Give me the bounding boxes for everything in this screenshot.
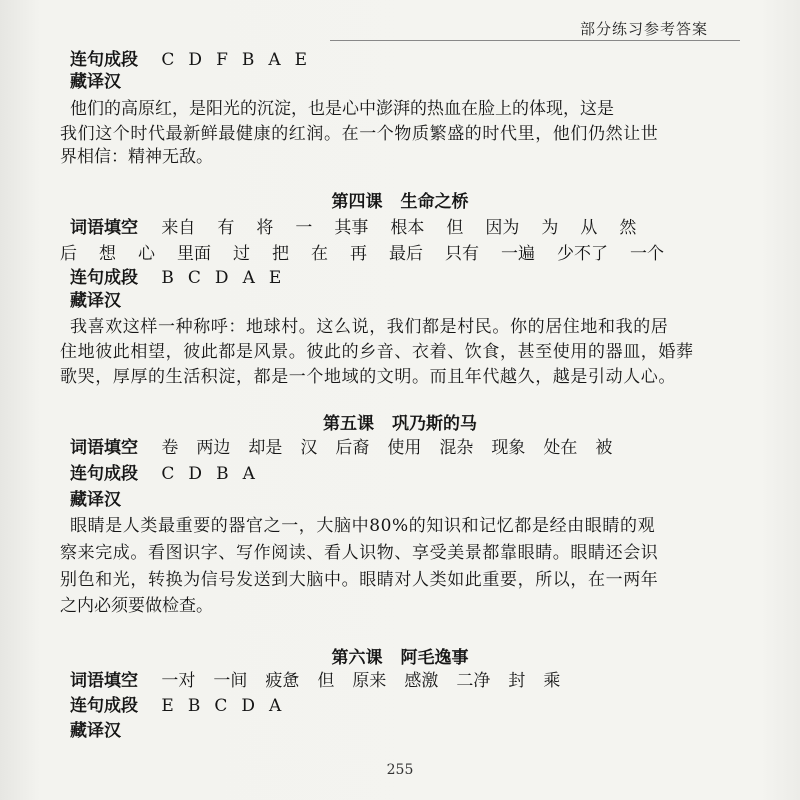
lesson4-fill-line-2 bbox=[60, 246, 686, 263]
lesson4-translate-label: 藏译汉 bbox=[70, 291, 121, 311]
sentence-order-label: 连句成段 bbox=[70, 50, 138, 70]
lesson4-order-letters bbox=[161, 268, 295, 288]
lesson5-translation-line-1: 眼睛是人类最重要的器官之一，大脑中80%的知识和记忆都是经由眼睛的观 bbox=[70, 516, 656, 536]
lesson6-name: 阿毛逸事 bbox=[400, 648, 469, 668]
prev-translation-line-1: 他们的高原红，是阳光的沉淀，也是心中澎湃的热血在脸上的体现，这是 bbox=[70, 99, 614, 119]
lesson5-number: 第五课 bbox=[323, 414, 374, 434]
fill-word: 混杂 bbox=[439, 438, 474, 458]
lesson5-order-line bbox=[70, 466, 269, 483]
order-letter: A bbox=[268, 696, 282, 716]
lesson4-translation-line-1: 我喜欢这样一种称呼：地球村。这么说，我们都是村民。你的居住地和我的居 bbox=[70, 317, 669, 337]
fill-word: 少不了 bbox=[557, 244, 608, 264]
lesson5-order-letters bbox=[161, 464, 268, 484]
fill-word: 却是 bbox=[248, 438, 283, 458]
fill-word: 然 bbox=[619, 218, 637, 238]
fill-word: 为 bbox=[541, 218, 559, 238]
fill-word: 来自 bbox=[161, 218, 196, 238]
fill-word: 两边 bbox=[196, 438, 231, 458]
prev-order-line bbox=[70, 52, 321, 69]
fill-word: 过 bbox=[233, 244, 250, 264]
fill-word: 汉 bbox=[300, 438, 318, 458]
fill-word: 一 bbox=[295, 218, 313, 238]
fill-word: 里面 bbox=[177, 244, 211, 264]
prev-order-letters bbox=[161, 50, 321, 70]
page-number: 255 bbox=[386, 762, 414, 778]
fill-word: 一个 bbox=[630, 244, 664, 264]
fill-word: 处在 bbox=[543, 438, 578, 458]
order-letter: F bbox=[216, 50, 228, 70]
order-letter: D bbox=[241, 696, 255, 716]
order-letter: E bbox=[268, 268, 282, 288]
order-letter: C bbox=[214, 696, 228, 716]
lesson4-translation-line-3: 歌哭，厚厚的生活积淀，都是一个地域的文明。而且年代越久，越是引动人心。 bbox=[60, 367, 676, 387]
order-letter: D bbox=[214, 268, 229, 288]
order-letter: D bbox=[188, 464, 203, 484]
lesson5-words bbox=[161, 438, 612, 458]
order-letter: D bbox=[188, 50, 203, 70]
lesson4-number: 第四课 bbox=[331, 192, 383, 212]
fill-word: 一间 bbox=[213, 671, 248, 691]
lesson6-title bbox=[0, 650, 800, 667]
running-head: 部分练习参考答案 bbox=[579, 20, 708, 38]
prev-translation-line-3: 界相信：精神无敌。 bbox=[60, 147, 213, 167]
order-letter: C bbox=[161, 464, 175, 484]
fill-word: 一对 bbox=[161, 671, 196, 691]
order-letter: C bbox=[187, 268, 201, 288]
lesson4-title bbox=[0, 194, 800, 211]
fill-word: 感激 bbox=[404, 671, 439, 691]
lesson6-translate-label: 藏译汉 bbox=[70, 721, 121, 741]
order-letter: B bbox=[241, 50, 255, 70]
fill-word: 后裔 bbox=[335, 438, 370, 458]
prev-translation-line-2: 我们这个时代最新鲜最健康的红润。在一个物质繁盛的时代里，他们仍然让世 bbox=[60, 124, 659, 144]
fill-word: 卷 bbox=[161, 438, 179, 458]
order-letter: E bbox=[161, 696, 174, 716]
fill-word: 只有 bbox=[445, 244, 479, 264]
fill-word: 原来 bbox=[352, 671, 387, 691]
fill-word: 二净 bbox=[456, 671, 491, 691]
fill-word: 根本 bbox=[390, 218, 425, 238]
lesson4-translation-line-2: 住地彼此相望，彼此都是风景。彼此的乡音、衣着、饮食，甚至使用的器皿，婚葬 bbox=[60, 342, 694, 362]
header-rule bbox=[330, 40, 740, 41]
sentence-order-label: 连句成段 bbox=[70, 464, 138, 484]
lesson5-translate-label: 藏译汉 bbox=[70, 490, 121, 510]
fill-word: 使用 bbox=[387, 438, 422, 458]
lesson6-fill-line bbox=[70, 673, 560, 690]
order-letter: B bbox=[187, 696, 201, 716]
fill-word: 封 bbox=[508, 671, 526, 691]
order-letter: B bbox=[161, 268, 174, 288]
fill-word: 从 bbox=[580, 218, 598, 238]
fill-word: 心 bbox=[138, 244, 155, 264]
lesson5-title bbox=[0, 416, 800, 433]
fill-word: 一遍 bbox=[501, 244, 535, 264]
lesson5-name: 巩乃斯的马 bbox=[392, 414, 477, 434]
fill-word: 想 bbox=[99, 244, 116, 264]
lesson4-words-2 bbox=[60, 244, 686, 264]
fill-word: 后 bbox=[60, 244, 77, 264]
fill-word: 最后 bbox=[389, 244, 423, 264]
fill-word: 再 bbox=[350, 244, 367, 264]
fill-word: 但 bbox=[446, 218, 464, 238]
prev-translate-label: 藏译汉 bbox=[70, 72, 121, 92]
order-letter: A bbox=[242, 464, 255, 484]
fill-word: 将 bbox=[256, 218, 274, 238]
fill-words-label: 词语填空 bbox=[70, 671, 138, 691]
fill-word: 在 bbox=[311, 244, 328, 264]
order-letter: A bbox=[242, 268, 255, 288]
fill-words-label: 词语填空 bbox=[70, 218, 138, 238]
order-letter: E bbox=[294, 50, 308, 70]
fill-word: 现象 bbox=[491, 438, 526, 458]
order-letter: A bbox=[268, 50, 281, 70]
lesson4-words-1 bbox=[161, 218, 658, 238]
lesson6-order-line bbox=[70, 698, 295, 715]
lesson6-number: 第六课 bbox=[331, 648, 383, 668]
order-letter: C bbox=[161, 50, 175, 70]
lesson5-translation-line-4: 之内必须要做检查。 bbox=[60, 596, 213, 616]
lesson4-name: 生命之桥 bbox=[400, 192, 469, 212]
fill-word: 因为 bbox=[485, 218, 520, 238]
fill-word: 被 bbox=[595, 438, 613, 458]
lesson4-fill-line-1 bbox=[70, 220, 658, 237]
fill-word: 乘 bbox=[543, 671, 561, 691]
fill-word: 但 bbox=[317, 671, 335, 691]
order-letter: B bbox=[216, 464, 229, 484]
lesson6-order-letters bbox=[161, 696, 295, 716]
fill-words-label: 词语填空 bbox=[70, 438, 138, 458]
lesson5-translation-line-2: 察来完成。看图识字、写作阅读、看人识物、享受美景都靠眼睛。眼睛还会识 bbox=[60, 543, 659, 563]
fill-word: 把 bbox=[272, 244, 289, 264]
sentence-order-label: 连句成段 bbox=[70, 268, 138, 288]
fill-word: 其事 bbox=[334, 218, 369, 238]
sentence-order-label: 连句成段 bbox=[70, 696, 138, 716]
fill-word: 疲惫 bbox=[265, 671, 300, 691]
lesson5-fill-line bbox=[70, 440, 612, 457]
lesson5-translation-line-3: 别色和光，转换为信号发送到大脑中。眼睛对人类如此重要，所以，在一两年 bbox=[60, 570, 659, 590]
lesson4-order-line bbox=[70, 270, 295, 287]
lesson6-words bbox=[161, 671, 560, 691]
fill-word: 有 bbox=[217, 218, 235, 238]
